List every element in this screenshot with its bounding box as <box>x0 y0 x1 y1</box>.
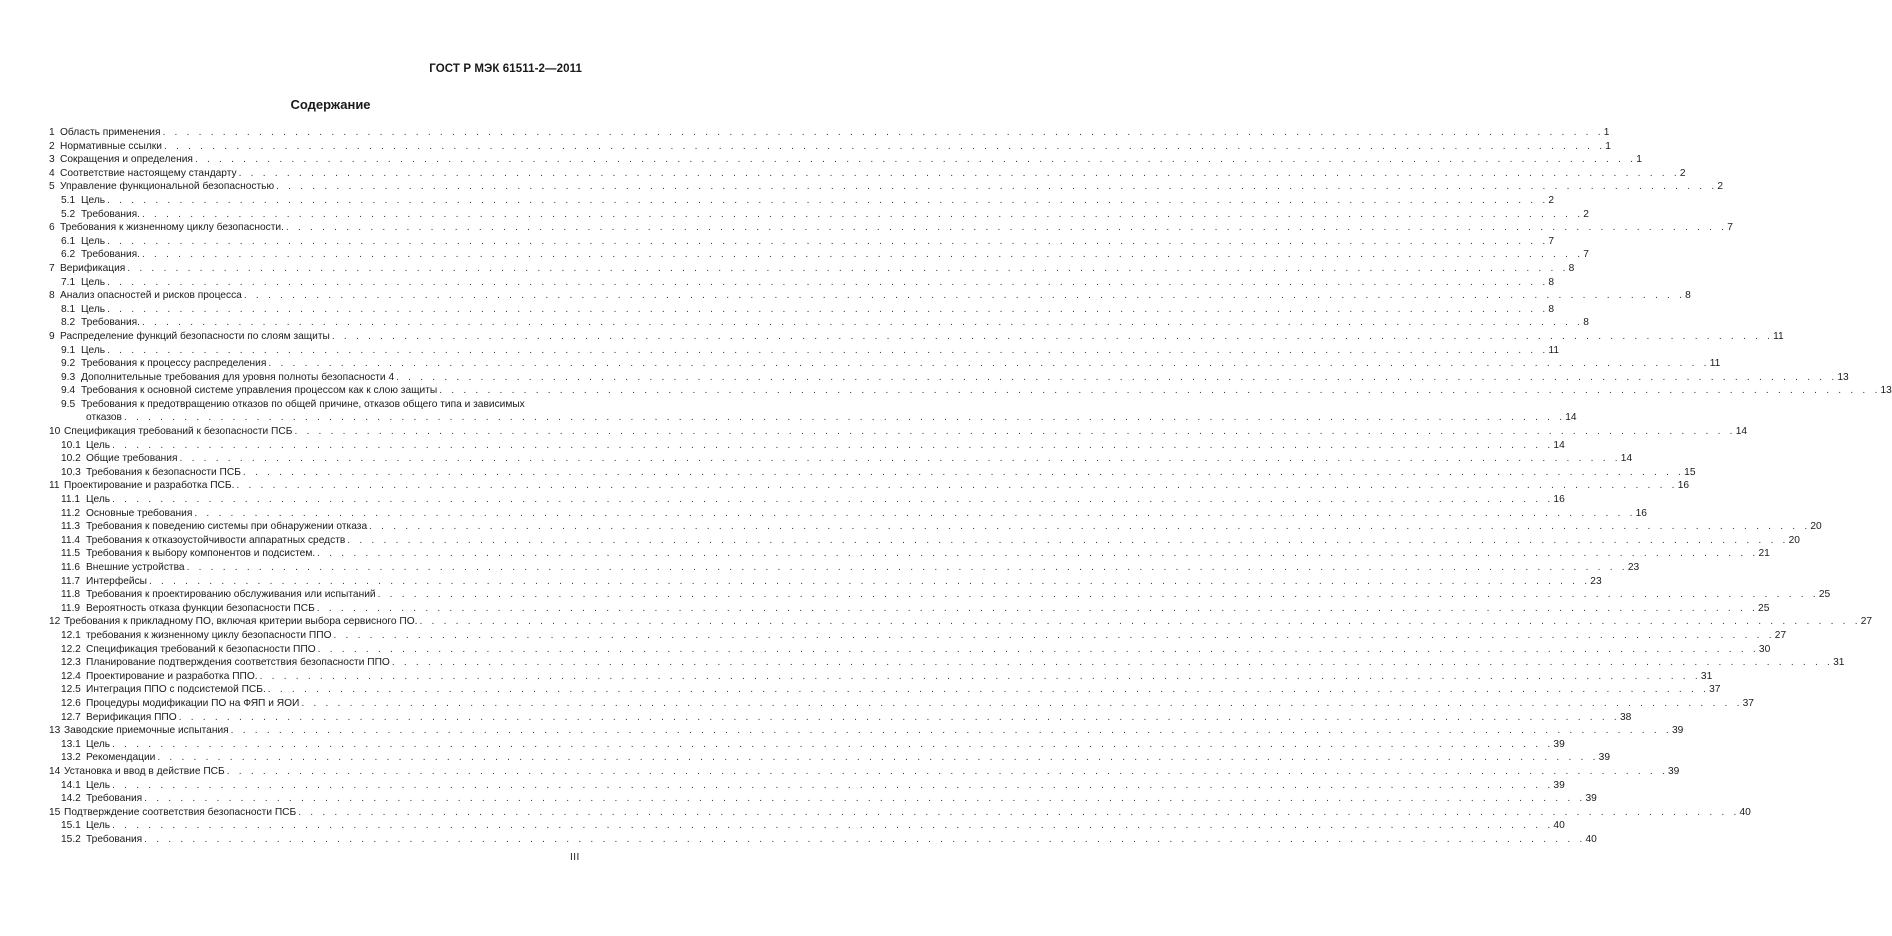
toc-entry-page: 11 <box>1709 358 1721 370</box>
toc-entry-page: 27 <box>1860 616 1873 628</box>
toc-entry-title: Соответствие настоящему стандарту <box>60 167 237 179</box>
toc-entry-title: Цель <box>81 276 106 288</box>
toc-entry-title: Цель <box>86 779 111 791</box>
toc-entry[interactable] <box>49 411 1577 425</box>
toc-entry-number: 14.1 <box>61 779 81 791</box>
toc-entry[interactable] <box>49 384 1892 398</box>
toc-entry-number: 11.6 <box>61 562 81 573</box>
toc-entry-page: 39 <box>1553 779 1565 791</box>
toc-entry-title: Требования к проектированию обслуживания или испытаний <box>86 589 376 601</box>
toc-entry-title: требования к жизненному циклу безопасности ППО <box>86 629 332 641</box>
toc-dot-leader: . . . . . . . . . . . . . . . . . . . . . . . . . . . . . . . . . . . . . . . . . . . . . . . . . . . . . . . . . . . . . . . . . . . . . . . . . . . . . . . . . . . . . . . . . . . . . . . . . . . . . . . . . . . . . . . . . . . . . . . . <box>123 412 1566 424</box>
toc-entry[interactable] <box>49 751 1610 765</box>
toc-dot-leader: . . . . . . . . . . . . . . . . . . . . . . . . . . . . . . . . . . . . . . . . . . . . . . . . . . . . . . . . . . . . . . . . . . . . . . . . . . . . . . . . . . . . . . . . . . . . . . . . . . . . . . . . . . . . . . . . . . . . . . . . <box>298 806 1740 818</box>
toc-entry-page: 15 <box>1684 466 1696 478</box>
toc-entry-page: 14 <box>1553 439 1565 451</box>
toc-entry-title: Область применения <box>60 127 161 138</box>
toc-entry-number: 2 <box>49 140 55 152</box>
toc-entry-title: Цель <box>81 194 106 206</box>
toc-entry[interactable] <box>49 833 1597 847</box>
toc-entry-title: Цель <box>81 235 106 247</box>
toc-entry-title: отказов <box>86 412 122 424</box>
toc-entry-page: 25 <box>1758 602 1770 614</box>
toc-entry-title: Цель <box>81 344 106 356</box>
toc-entry[interactable] <box>49 683 1721 697</box>
toc-entry-page: 16 <box>1553 494 1565 506</box>
toc-entry-number: 9.2 <box>61 358 76 370</box>
toc-dot-leader: . . . . . . . . . . . . . . . . . . . . . . . . . . . . . . . . . . . . . . . . . . . . . . . . . . . . . . . . . . . . . . . . . . . . . . . . . . . . . . . . . . . . . . . . . . . . . . . . . . . . . . . . . . . . . . . . . . . . . . . . <box>194 154 1637 166</box>
toc-entry-page: 39 <box>1585 793 1597 805</box>
toc-dot-leader: . . . . . . . . . . . . . . . . . . . . . . . . . . . . . . . . . . . . . . . . . . . . . . . . . . . . . . . . . . . . . . . . . . . . . . . . . . . . . . . . . . . . . . . . . . . . . . . . . . . . . . . . . . . . . . . . . . . . . . . . <box>112 820 1554 832</box>
toc-dot-leader: . . . . . . . . . . . . . . . . . . . . . . . . . . . . . . . . . . . . . . . . . . . . . . . . . . . . . . . . . . . . . . . . . . . . . . . . . . . . . . . . . . . . . . . . . . . . . . . . . . . . . . . . . . . . . . . . . . . . . . . . <box>157 752 1599 764</box>
toc-entry-number: 11.7 <box>61 575 81 587</box>
table-of-contents <box>49 126 1892 846</box>
toc-dot-leader: . . . . . . . . . . . . . . . . . . . . . . . . . . . . . . . . . . . . . . . . . . . . . . . . . . . . . . . . . . . . . . . . . . . . . . . . . . . . . . . . . . . . . . . . . . . . . . . . . . . . . . . . . . . . . . . . . . . . . . . . <box>107 194 1549 206</box>
toc-entry-title: Дополнительные требования для уровня полноты безопасности 4 <box>81 371 395 383</box>
toc-entry-number: 10.1 <box>61 439 81 451</box>
toc-dot-leader: . . . . . . . . . . . . . . . . . . . . . . . . . . . . . . . . . . . . . . . . . . . . . . . . . . . . . . . . . . . . . . . . . . . . . . . . . . . . . . . . . . . . . . . . . . . . . . . . . . . . . . . . . . . . . . . . . . . . . . . . <box>142 208 1584 220</box>
toc-entry-title: Требования. <box>81 208 140 220</box>
toc-entry-page: 1 <box>1605 140 1611 152</box>
toc-entry-title: Цель <box>86 738 111 750</box>
toc-entry-number: 13 <box>49 725 61 737</box>
toc-entry[interactable] <box>49 194 1555 208</box>
page-title: Содержание <box>290 97 371 112</box>
toc-entry-number: 8.2 <box>61 317 76 329</box>
toc-entry-number: 5.2 <box>61 208 76 220</box>
toc-entry[interactable] <box>49 208 1589 222</box>
toc-entry-title: Цель <box>81 303 106 315</box>
toc-entry-page: 16 <box>1677 480 1690 492</box>
toc-entry-number: 11.8 <box>61 589 81 601</box>
toc-entry-title: Основные требования <box>86 507 193 519</box>
toc-entry-title: Анализ опасностей и рисков процесса <box>60 290 242 302</box>
toc-entry-page: 31 <box>1700 670 1713 682</box>
toc-entry-number: 7.1 <box>61 276 76 288</box>
toc-entry-page: 23 <box>1590 575 1602 587</box>
toc-entry[interactable] <box>49 507 1647 521</box>
toc-entry-number: 12.1 <box>61 629 81 641</box>
toc-entry-title: Подтверждение соответствия безопасности ПСБ <box>64 806 297 818</box>
toc-dot-leader: . . . . . . . . . . . . . . . . . . . . . . . . . . . . . . . . . . . . . . . . . . . . . . . . . . . . . . . . . . . . . . . . . . . . . . . . . . . . . . . . . . . . . . . . . . . . . . . . . . . . . . . . . . . . . . . . . . . . . . . . <box>144 833 1586 845</box>
toc-entry-title: Требования к поведению системы при обнаружении отказа <box>86 521 368 533</box>
toc-dot-leader: . . . . . . . . . . . . . . . . . . . . . . . . . . . . . . . . . . . . . . . . . . . . . . . . . . . . . . . . . . . . . . . . . . . . . . . . . . . . . . . . . . . . . . . . . . . . . . . . . . . . . . . . . . . . . . . . . . . . . . . . <box>163 140 1606 152</box>
toc-entry-title: Распределение функций безопасности по слоям защиты <box>60 330 330 342</box>
toc-entry[interactable] <box>49 371 1849 385</box>
toc-entry[interactable] <box>49 357 1721 371</box>
toc-entry-title: Проектирование и разработка ППО. <box>86 670 258 682</box>
toc-entry[interactable] <box>49 126 1610 140</box>
toc-dot-leader: . . . . . . . . . . . . . . . . . . . . . . . . . . . . . . . . . . . . . . . . . . . . . . . . . . . . . . . . . . . . . . . . . . . . . . . . . . . . . . . . . . . . . . . . . . . . . . . . . . . . . . . . . . . . . . . . . . . . . . . . <box>230 725 1672 737</box>
toc-entry-title: Требования к прикладному ПО, включая критерии выбора сервисного ПО. <box>64 616 418 628</box>
toc-entry-title: Требования к предотвращению отказов по общей причине, отказов общего типа и зависимых <box>81 398 525 410</box>
toc-entry-title: Цель <box>86 820 111 832</box>
toc-entry-title: Требования к безопасности ПСБ <box>86 466 241 478</box>
toc-dot-leader: . . . . . . . . . . . . . . . . . . . . . . . . . . . . . . . . . . . . . . . . . . . . . . . . . . . . . . . . . . . . . . . . . . . . . . . . . . . . . . . . . . . . . . . . . . . . . . . . . . . . . . . . . . . . . . . . . . . . . . . . <box>142 317 1584 329</box>
toc-entry[interactable] <box>49 656 1845 670</box>
toc-dot-leader: . . . . . . . . . . . . . . . . . . . . . . . . . . . . . . . . . . . . . . . . . . . . . . . . . . . . . . . . . . . . . . . . . . . . . . . . . . . . . . . . . . . . . . . . . . . . . . . . . . . . . . . . . . . . . . . . . . . . . . . . <box>347 534 1789 546</box>
toc-entry-number: 15.2 <box>61 833 81 845</box>
toc-entry-title: Требования. <box>81 249 140 261</box>
toc-dot-leader: . . . . . . . . . . . . . . . . . . . . . . . . . . . . . . . . . . . . . . . . . . . . . . . . . . . . . . . . . . . . . . . . . . . . . . . . . . . . . . . . . . . . . . . . . . . . . . . . . . . . . . . . . . . . . . . . . . . . . . . . <box>107 344 1549 356</box>
toc-entry-page: 14 <box>1565 412 1577 424</box>
toc-dot-leader: . . . . . . . . . . . . . . . . . . . . . . . . . . . . . . . . . . . . . . . . . . . . . . . . . . . . . . . . . . . . . . . . . . . . . . . . . . . . . . . . . . . . . . . . . . . . . . . . . . . . . . . . . . . . . . . . . . . . . . . . <box>107 235 1549 247</box>
toc-entry[interactable] <box>49 452 1633 466</box>
toc-entry-page: 1 <box>1603 127 1610 138</box>
toc-entry-title: Требования <box>86 833 143 845</box>
toc-entry-page: 37 <box>1742 697 1754 709</box>
toc-entry-number: 1 <box>49 127 55 138</box>
toc-entry-number: 12 <box>49 616 61 628</box>
toc-entry[interactable] <box>49 140 1611 154</box>
toc-entry[interactable] <box>49 289 1691 303</box>
toc-entry[interactable] <box>49 724 1684 738</box>
toc-entry[interactable] <box>49 765 1680 779</box>
toc-entry[interactable] <box>49 493 1565 507</box>
toc-entry-page: 11 <box>1773 330 1784 342</box>
toc-entry[interactable] <box>49 670 1713 684</box>
toc-entry-number: 13.2 <box>61 752 81 764</box>
toc-entry-number: 11.1 <box>61 494 81 506</box>
toc-dot-leader: . . . . . . . . . . . . . . . . . . . . . . . . . . . . . . . . . . . . . . . . . . . . . . . . . . . . . . . . . . . . . . . . . . . . . . . . . . . . . . . . . . . . . . . . . . . . . . . . . . . . . . . . . . . . . . . . . . . . . . . . <box>162 127 1604 138</box>
toc-entry[interactable] <box>49 792 1597 806</box>
toc-entry[interactable] <box>49 276 1555 290</box>
toc-entry-number: 9.3 <box>61 371 76 383</box>
toc-entry[interactable] <box>49 602 1770 616</box>
toc-entry-title: Интерфейсы <box>86 575 147 587</box>
toc-entry-number: 11.5 <box>61 548 81 560</box>
toc-entry-number: 12.7 <box>61 711 81 723</box>
toc-dot-leader: . . . . . . . . . . . . . . . . . . . . . . . . . . . . . . . . . . . . . . . . . . . . . . . . . . . . . . . . . . . . . . . . . . . . . . . . . . . . . . . . . . . . . . . . . . . . . . . . . . . . . . . . . . . . . . . . . . . . . . . . <box>294 426 1736 438</box>
toc-entry-page: 16 <box>1635 507 1647 519</box>
toc-entry[interactable] <box>49 738 1565 752</box>
toc-entry-number: 12.6 <box>61 697 81 709</box>
toc-entry[interactable] <box>49 629 1787 643</box>
toc-entry-title: Сокращения и определения <box>60 154 193 166</box>
toc-dot-leader: . . . . . . . . . . . . . . . . . . . . . . . . . . . . . . . . . . . . . . . . . . . . . . . . . . . . . . . . . . . . . . . . . . . . . . . . . . . . . . . . . . . . . . . . . . . . . . . . . . . . . . . . . . . . . . . . . . . . . . . . <box>178 711 1620 723</box>
toc-entry-page: 20 <box>1810 521 1822 533</box>
toc-entry-page: 40 <box>1553 820 1565 832</box>
toc-entry-title: Вероятность отказа функции безопасности ПСБ <box>86 602 315 614</box>
toc-entry-number: 11.2 <box>61 507 81 519</box>
toc-entry-page: 31 <box>1833 657 1845 669</box>
toc-entry-page: 38 <box>1619 711 1632 723</box>
toc-entry-title: Верификация <box>60 262 126 274</box>
toc-dot-leader: . . . . . . . . . . . . . . . . . . . . . . . . . . . . . . . . . . . . . . . . . . . . . . . . . . . . . . . . . . . . . . . . . . . . . . . . . . . . . . . . . . . . . . . . . . . . . . . . . . . . . . . . . . . . . . . . . . . . . . . . <box>276 181 1718 193</box>
toc-entry[interactable] <box>49 316 1589 330</box>
toc-entry-page: 11 <box>1548 344 1559 356</box>
toc-entry-page: 30 <box>1758 643 1771 655</box>
toc-entry-page: 8 <box>1685 290 1691 302</box>
toc-dot-leader: . . . . . . . . . . . . . . . . . . . . . . . . . . . . . . . . . . . . . . . . . . . . . . . . . . . . . . . . . . . . . . . . . . . . . . . . . . . . . . . . . . . . . . . . . . . . . . . . . . . . . . . . . . . . . . . . . . . . . . . . <box>317 548 1759 560</box>
toc-dot-leader: . . . . . . . . . . . . . . . . . . . . . . . . . . . . . . . . . . . . . . . . . . . . . . . . . . . . . . . . . . . . . . . . . . . . . . . . . . . . . . . . . . . . . . . . . . . . . . . . . . . . . . . . . . . . . . . . . . . . . . . . <box>316 602 1759 614</box>
toc-entry-number: 6.1 <box>61 235 76 247</box>
toc-entry[interactable] <box>49 262 1575 276</box>
toc-dot-leader: . . . . . . . . . . . . . . . . . . . . . . . . . . . . . . . . . . . . . . . . . . . . . . . . . . . . . . . . . . . . . . . . . . . . . . . . . . . . . . . . . . . . . . . . . . . . . . . . . . . . . . . . . . . . . . . . . . . . . . . . <box>112 439 1554 451</box>
toc-entry-page: 21 <box>1758 548 1770 560</box>
toc-dot-leader: . . . . . . . . . . . . . . . . . . . . . . . . . . . . . . . . . . . . . . . . . . . . . . . . . . . . . . . . . . . . . . . . . . . . . . . . . . . . . . . . . . . . . . . . . . . . . . . . . . . . . . . . . . . . . . . . . . . . . . . . <box>419 616 1861 628</box>
toc-entry-title: Процедуры модификации ПО на ФЯП и ЯОИ <box>86 697 300 709</box>
toc-entry-number: 15 <box>49 806 61 818</box>
toc-dot-leader: . . . . . . . . . . . . . . . . . . . . . . . . . . . . . . . . . . . . . . . . . . . . . . . . . . . . . . . . . . . . . . . . . . . . . . . . . . . . . . . . . . . . . . . . . . . . . . . . . . . . . . . . . . . . . . . . . . . . . . . . <box>391 657 1834 669</box>
document-header: ГОСТ Р МЭК 61511-2—2011 <box>429 63 582 75</box>
toc-entry[interactable] <box>49 439 1565 453</box>
toc-entry-title: Внешние устройства <box>86 562 185 573</box>
toc-entry-page: 14 <box>1735 426 1748 438</box>
toc-dot-leader: . . . . . . . . . . . . . . . . . . . . . . . . . . . . . . . . . . . . . . . . . . . . . . . . . . . . . . . . . . . . . . . . . . . . . . . . . . . . . . . . . . . . . . . . . . . . . . . . . . . . . . . . . . . . . . . . . . . . . . . . <box>331 330 1774 342</box>
toc-entry-title: Управление функциональной безопасностью <box>60 181 275 193</box>
toc-entry-title: Требования к жизненному циклу безопасности. <box>60 222 284 234</box>
toc-entry-title: Спецификация требований к безопасности ППО <box>86 643 316 655</box>
toc-entry-page: 8 <box>1583 317 1589 329</box>
toc-entry-number: 5 <box>49 181 55 193</box>
toc-entry-number: 14 <box>49 765 61 777</box>
toc-entry-page: 13 <box>1837 371 1849 383</box>
toc-entry[interactable] <box>49 221 1733 235</box>
toc-dot-leader: . . . . . . . . . . . . . . . . . . . . . . . . . . . . . . . . . . . . . . . . . . . . . . . . . . . . . . . . . . . . . . . . . . . . . . . . . . . . . . . . . . . . . . . . . . . . . . . . . . . . . . . . . . . . . . . . . . . . . . . . <box>236 480 1678 492</box>
toc-dot-leader: . . . . . . . . . . . . . . . . . . . . . . . . . . . . . . . . . . . . . . . . . . . . . . . . . . . . . . . . . . . . . . . . . . . . . . . . . . . . . . . . . . . . . . . . . . . . . . . . . . . . . . . . . . . . . . . . . . . . . . . . <box>112 779 1554 791</box>
toc-entry[interactable] <box>49 711 1632 725</box>
toc-entry[interactable] <box>49 779 1565 793</box>
toc-entry-title: Цель <box>86 494 111 506</box>
toc-entry-number: 11 <box>49 480 60 492</box>
toc-dot-leader: . . . . . . . . . . . . . . . . . . . . . . . . . . . . . . . . . . . . . . . . . . . . . . . . . . . . . . . . . . . . . . . . . . . . . . . . . . . . . . . . . . . . . . . . . . . . . . . . . . . . . . . . . . . . . . . . . . . . . . . . <box>179 453 1621 465</box>
toc-dot-leader: . . . . . . . . . . . . . . . . . . . . . . . . . . . . . . . . . . . . . . . . . . . . . . . . . . . . . . . . . . . . . . . . . . . . . . . . . . . . . . . . . . . . . . . . . . . . . . . . . . . . . . . . . . . . . . . . . . . . . . . . <box>439 385 1881 397</box>
toc-entry-title: Требования к выбору компонентов и подсистем. <box>86 548 316 560</box>
toc-dot-leader: . . . . . . . . . . . . . . . . . . . . . . . . . . . . . . . . . . . . . . . . . . . . . . . . . . . . . . . . . . . . . . . . . . . . . . . . . . . . . . . . . . . . . . . . . . . . . . . . . . . . . . . . . . . . . . . . . . . . . . . . <box>396 371 1838 383</box>
toc-entry-page: 7 <box>1548 235 1555 247</box>
toc-entry-number: 8.1 <box>61 303 76 315</box>
toc-entry-title: Требования <box>86 793 143 805</box>
toc-entry[interactable] <box>49 806 1751 820</box>
toc-dot-leader: . . . . . . . . . . . . . . . . . . . . . . . . . . . . . . . . . . . . . . . . . . . . . . . . . . . . . . . . . . . . . . . . . . . . . . . . . . . . . . . . . . . . . . . . . . . . . . . . . . . . . . . . . . . . . . . . . . . . . . . . <box>226 765 1668 777</box>
toc-entry-page: 8 <box>1548 303 1555 315</box>
toc-entry-page: 40 <box>1739 806 1751 818</box>
toc-entry[interactable] <box>49 303 1555 317</box>
toc-dot-leader: . . . . . . . . . . . . . . . . . . . . . . . . . . . . . . . . . . . . . . . . . . . . . . . . . . . . . . . . . . . . . . . . . . . . . . . . . . . . . . . . . . . . . . . . . . . . . . . . . . . . . . . . . . . . . . . . . . . . . . . . <box>377 589 1819 601</box>
toc-entry-number: 9.4 <box>61 385 76 397</box>
toc-dot-leader: . . . . . . . . . . . . . . . . . . . . . . . . . . . . . . . . . . . . . . . . . . . . . . . . . . . . . . . . . . . . . . . . . . . . . . . . . . . . . . . . . . . . . . . . . . . . . . . . . . . . . . . . . . . . . . . . . . . . . . . . <box>186 562 1628 573</box>
toc-entry-number: 7 <box>49 262 55 274</box>
toc-entry-page: 40 <box>1585 833 1597 845</box>
toc-entry-title: Требования к отказоустойчивости аппаратных средств <box>86 534 346 546</box>
toc-entry-page: 25 <box>1818 589 1831 601</box>
toc-entry-number: 4 <box>49 167 55 179</box>
toc-dot-leader: . . . . . . . . . . . . . . . . . . . . . . . . . . . . . . . . . . . . . . . . . . . . . . . . . . . . . . . . . . . . . . . . . . . . . . . . . . . . . . . . . . . . . . . . . . . . . . . . . . . . . . . . . . . . . . . . . . . . . . . . <box>149 575 1591 587</box>
toc-entry[interactable] <box>49 235 1555 249</box>
toc-dot-leader: . . . . . . . . . . . . . . . . . . . . . . . . . . . . . . . . . . . . . . . . . . . . . . . . . . . . . . . . . . . . . . . . . . . . . . . . . . . . . . . . . . . . . . . . . . . . . . . . . . . . . . . . . . . . . . . . . . . . . . . . <box>144 793 1586 805</box>
toc-entry-number: 12.3 <box>61 657 81 669</box>
toc-dot-leader: . . . . . . . . . . . . . . . . . . . . . . . . . . . . . . . . . . . . . . . . . . . . . . . . . . . . . . . . . . . . . . . . . . . . . . . . . . . . . . . . . . . . . . . . . . . . . . . . . . . . . . . . . . . . . . . . . . . . . . . . <box>194 507 1636 519</box>
toc-dot-leader: . . . . . . . . . . . . . . . . . . . . . . . . . . . . . . . . . . . . . . . . . . . . . . . . . . . . . . . . . . . . . . . . . . . . . . . . . . . . . . . . . . . . . . . . . . . . . . . . . . . . . . . . . . . . . . . . . . . . . . . . <box>301 697 1743 709</box>
toc-entry-number: 12.4 <box>61 670 81 682</box>
toc-entry-number: 15.1 <box>61 820 81 832</box>
toc-entry-page: 14 <box>1620 453 1633 465</box>
toc-entry[interactable] <box>49 344 1559 358</box>
toc-entry-page: 7 <box>1727 222 1733 234</box>
toc-dot-leader: . . . . . . . . . . . . . . . . . . . . . . . . . . . . . . . . . . . . . . . . . . . . . . . . . . . . . . . . . . . . . . . . . . . . . . . . . . . . . . . . . . . . . . . . . . . . . . . . . . . . . . . . . . . . . . . . . . . . . . . . <box>268 358 1710 370</box>
toc-entry-number: 6 <box>49 222 55 234</box>
toc-entry[interactable] <box>49 697 1754 711</box>
toc-entry[interactable] <box>49 330 1784 344</box>
toc-dot-leader: . . . . . . . . . . . . . . . . . . . . . . . . . . . . . . . . . . . . . . . . . . . . . . . . . . . . . . . . . . . . . . . . . . . . . . . . . . . . . . . . . . . . . . . . . . . . . . . . . . . . . . . . . . . . . . . . . . . . . . . . <box>142 249 1584 261</box>
toc-entry[interactable] <box>49 466 1696 480</box>
toc-entry-number: 9.5 <box>61 398 76 410</box>
toc-entry[interactable] <box>49 248 1589 262</box>
toc-entry[interactable] <box>49 153 1642 167</box>
toc-dot-leader: . . . . . . . . . . . . . . . . . . . . . . . . . . . . . . . . . . . . . . . . . . . . . . . . . . . . . . . . . . . . . . . . . . . . . . . . . . . . . . . . . . . . . . . . . . . . . . . . . . . . . . . . . . . . . . . . . . . . . . . . <box>112 738 1554 750</box>
toc-entry-page: 39 <box>1598 752 1610 764</box>
toc-entry-page: 27 <box>1774 629 1787 641</box>
toc-entry-page: 2 <box>1583 208 1589 220</box>
toc-dot-leader: . . . . . . . . . . . . . . . . . . . . . . . . . . . . . . . . . . . . . . . . . . . . . . . . . . . . . . . . . . . . . . . . . . . . . . . . . . . . . . . . . . . . . . . . . . . . . . . . . . . . . . . . . . . . . . . . . . . . . . . . <box>238 167 1680 179</box>
toc-dot-leader: . . . . . . . . . . . . . . . . . . . . . . . . . . . . . . . . . . . . . . . . . . . . . . . . . . . . . . . . . . . . . . . . . . . . . . . . . . . . . . . . . . . . . . . . . . . . . . . . . . . . . . . . . . . . . . . . . . . . . . . . <box>243 290 1686 302</box>
toc-entry-title: Требования к основной системе управления процессом как к слою защиты <box>81 385 438 397</box>
toc-entry-page: 8 <box>1548 276 1555 288</box>
toc-dot-leader: . . . . . . . . . . . . . . . . . . . . . . . . . . . . . . . . . . . . . . . . . . . . . . . . . . . . . . . . . . . . . . . . . . . . . . . . . . . . . . . . . . . . . . . . . . . . . . . . . . . . . . . . . . . . . . . . . . . . . . . . <box>107 303 1549 315</box>
toc-dot-leader: . . . . . . . . . . . . . . . . . . . . . . . . . . . . . . . . . . . . . . . . . . . . . . . . . . . . . . . . . . . . . . . . . . . . . . . . . . . . . . . . . . . . . . . . . . . . . . . . . . . . . . . . . . . . . . . . . . . . . . . . <box>107 276 1549 288</box>
toc-entry[interactable] <box>49 588 1831 602</box>
toc-entry-title: Общие требования <box>86 453 178 465</box>
toc-dot-leader: . . . . . . . . . . . . . . . . . . . . . . . . . . . . . . . . . . . . . . . . . . . . . . . . . . . . . . . . . . . . . . . . . . . . . . . . . . . . . . . . . . . . . . . . . . . . . . . . . . . . . . . . . . . . . . . . . . . . . . . . <box>267 684 1710 696</box>
toc-entry-number: 9.1 <box>61 344 76 356</box>
toc-entry-title: Спецификация требований к безопасности ПСБ <box>64 426 293 438</box>
toc-entry[interactable] <box>49 534 1800 548</box>
toc-entry-title: Требования. <box>81 317 140 329</box>
toc-dot-leader: . . . . . . . . . . . . . . . . . . . . . . . . . . . . . . . . . . . . . . . . . . . . . . . . . . . . . . . . . . . . . . . . . . . . . . . . . . . . . . . . . . . . . . . . . . . . . . . . . . . . . . . . . . . . . . . . . . . . . . . . <box>285 222 1728 234</box>
toc-entry[interactable] <box>49 819 1565 833</box>
toc-dot-leader: . . . . . . . . . . . . . . . . . . . . . . . . . . . . . . . . . . . . . . . . . . . . . . . . . . . . . . . . . . . . . . . . . . . . . . . . . . . . . . . . . . . . . . . . . . . . . . . . . . . . . . . . . . . . . . . . . . . . . . . . <box>242 466 1685 478</box>
toc-dot-leader: . . . . . . . . . . . . . . . . . . . . . . . . . . . . . . . . . . . . . . . . . . . . . . . . . . . . . . . . . . . . . . . . . . . . . . . . . . . . . . . . . . . . . . . . . . . . . . . . . . . . . . . . . . . . . . . . . . . . . . . . <box>333 629 1775 641</box>
toc-entry-number: 9 <box>49 330 55 342</box>
toc-dot-leader: . . . . . . . . . . . . . . . . . . . . . . . . . . . . . . . . . . . . . . . . . . . . . . . . . . . . . . . . . . . . . . . . . . . . . . . . . . . . . . . . . . . . . . . . . . . . . . . . . . . . . . . . . . . . . . . . . . . . . . . . <box>112 494 1554 506</box>
toc-dot-leader: . . . . . . . . . . . . . . . . . . . . . . . . . . . . . . . . . . . . . . . . . . . . . . . . . . . . . . . . . . . . . . . . . . . . . . . . . . . . . . . . . . . . . . . . . . . . . . . . . . . . . . . . . . . . . . . . . . . . . . . . <box>259 670 1701 682</box>
toc-entry-number: 11.4 <box>61 534 81 546</box>
toc-entry-title: Верификация ППО <box>86 711 177 723</box>
toc-entry-page: 20 <box>1788 534 1800 546</box>
toc-entry-page: 13 <box>1880 385 1892 397</box>
toc-entry-title: Требования к процессу распределения <box>81 358 267 370</box>
toc-dot-leader: . . . . . . . . . . . . . . . . . . . . . . . . . . . . . . . . . . . . . . . . . . . . . . . . . . . . . . . . . . . . . . . . . . . . . . . . . . . . . . . . . . . . . . . . . . . . . . . . . . . . . . . . . . . . . . . . . . . . . . . . <box>127 262 1569 274</box>
toc-entry-number: 10.2 <box>61 453 81 465</box>
toc-entry-title: Планирование подтверждения соответствия безопасности ППО <box>86 657 390 669</box>
toc-entry-title: Проектирование и разработка ПСБ. <box>64 480 235 492</box>
toc-entry[interactable] <box>49 425 1748 439</box>
toc-entry-number: 13.1 <box>61 738 81 750</box>
toc-entry[interactable] <box>49 167 1686 181</box>
toc-entry[interactable] <box>49 520 1822 534</box>
toc-entry-title: Цель <box>86 439 111 451</box>
toc-dot-leader: . . . . . . . . . . . . . . . . . . . . . . . . . . . . . . . . . . . . . . . . . . . . . . . . . . . . . . . . . . . . . . . . . . . . . . . . . . . . . . . . . . . . . . . . . . . . . . . . . . . . . . . . . . . . . . . . . . . . . . . . <box>369 521 1811 533</box>
toc-entry-number: 12.5 <box>61 684 81 696</box>
toc-entry-number: 11.9 <box>61 602 81 614</box>
toc-entry-title: Нормативные ссылки <box>60 140 162 152</box>
toc-entry[interactable] <box>49 643 1771 657</box>
toc-entry-title: Интеграция ППО с подсистемой ПСБ. <box>86 684 266 696</box>
toc-dot-leader: . . . . . . . . . . . . . . . . . . . . . . . . . . . . . . . . . . . . . . . . . . . . . . . . . . . . . . . . . . . . . . . . . . . . . . . . . . . . . . . . . . . . . . . . . . . . . . . . . . . . . . . . . . . . . . . . . . . . . . . . <box>317 643 1759 655</box>
toc-entry-page: 39 <box>1553 738 1565 750</box>
toc-entry-title: Установка и ввод в действие ПСБ <box>64 765 225 777</box>
toc-entry-title: Рекомендации <box>86 752 156 764</box>
toc-entry-page: 39 <box>1671 725 1684 737</box>
toc-entry-page: 8 <box>1568 262 1575 274</box>
toc-entry-page: 37 <box>1709 684 1721 696</box>
toc-entry-page: 2 <box>1717 181 1724 193</box>
toc-entry-number: 10 <box>49 426 61 438</box>
toc-entry[interactable] <box>49 561 1640 575</box>
toc-entry-page: 39 <box>1667 765 1680 777</box>
toc-entry[interactable] <box>49 575 1602 589</box>
toc-entry-page: 1 <box>1636 154 1642 166</box>
toc-entry[interactable] <box>49 547 1770 561</box>
toc-entry-number: 6.2 <box>61 249 76 261</box>
toc-entry-page: 7 <box>1583 249 1589 261</box>
toc-entry-number: 8 <box>49 290 55 302</box>
toc-entry[interactable] <box>49 615 1873 629</box>
page-number: III <box>570 852 580 863</box>
toc-entry-number: 12.2 <box>61 643 81 655</box>
toc-entry-number: 10.3 <box>61 466 81 478</box>
toc-entry-page: 23 <box>1627 562 1640 573</box>
toc-entry-number: 3 <box>49 154 55 166</box>
toc-entry[interactable] <box>49 398 584 412</box>
toc-entry-number: 11.3 <box>61 521 81 533</box>
toc-entry-page: 2 <box>1548 194 1555 206</box>
toc-entry[interactable] <box>49 180 1724 194</box>
toc-entry-page: 2 <box>1679 167 1686 179</box>
toc-entry-number: 14.2 <box>61 793 81 805</box>
toc-entry-number: 5.1 <box>61 194 76 206</box>
toc-entry-title: Заводские приемочные испытания <box>64 725 229 737</box>
toc-entry[interactable] <box>49 479 1690 493</box>
